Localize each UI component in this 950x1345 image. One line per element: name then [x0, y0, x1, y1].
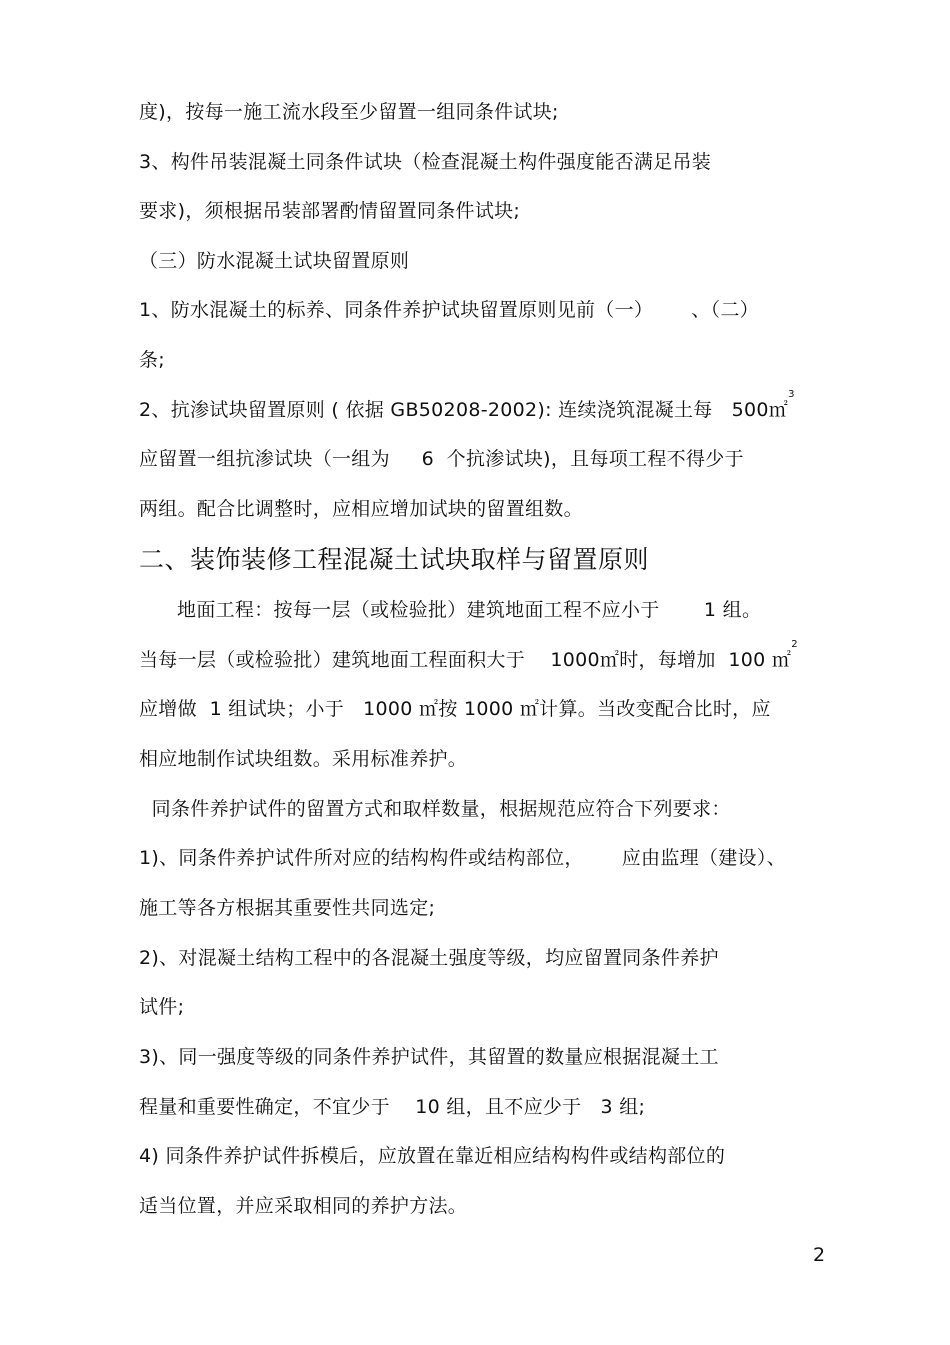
text-line-18: 2)、对混凝土结构工程中的各混凝土强度等级，均应留置同条件养护	[139, 947, 719, 969]
text-line-12	[139, 639, 798, 672]
text-line-1: 度)，按每一施工流水段至少留置一组同条件试块;	[139, 101, 559, 123]
text-line-16: 1)、同条件养护试件所对应的结构构件或结构部位， 应由监理（建设）、	[139, 847, 786, 869]
cubic-superscript: 3	[788, 389, 795, 400]
text-line-17: 施工等各方根据其重要性共同选定;	[139, 897, 436, 919]
text-line-3: 要求)，须根据吊装部署酌情留置同条件试块;	[139, 200, 521, 222]
text-line-11: 地面工程：按每一层（或检验批）建筑地面工程不应小于 1 组。	[139, 599, 762, 621]
text-line-5: 1、防水混凝土的标养、同条件养护试块留置原则见前（一） 、（二）	[139, 299, 759, 321]
text-line-14: 相应地制作试块组数。采用标准养护。	[139, 748, 468, 770]
page-number: 2	[813, 1244, 826, 1266]
text-line-13: 应增做 1 组试块；小于 1000 ㎡按 1000 ㎡计算。当改变配合比时，应	[139, 698, 771, 720]
text-line-7-body: 2、抗渗试块留置原则 ( 依据 GB50208-2002): 连续浇筑混凝土每 500㎡	[139, 399, 789, 421]
text-line-7	[139, 389, 795, 422]
text-line-23: 适当位置，并应采取相同的养护方法。	[139, 1195, 468, 1217]
text-line-21: 程量和重要性确定，不宜少于 10 组，且不应少于 3 组;	[139, 1096, 646, 1118]
text-line-6: 条;	[139, 349, 166, 371]
section-heading: 二、装饰装修工程混凝土试块取样与留置原则	[139, 545, 650, 574]
text-line-9: 两组。配合比调整时，应相应增加试块的留置组数。	[139, 498, 583, 520]
text-line-15: 同条件养护试件的留置方式和取样数量，根据规范应符合下列要求：	[139, 798, 731, 820]
text-line-8: 应留置一组抗渗试块（一组为 6 个抗渗试块)，且每项工程不得少于	[139, 448, 744, 470]
text-line-20: 3)、同一强度等级的同条件养护试件，其留置的数量应根据混凝土工	[139, 1046, 719, 1068]
text-line-22: 4) 同条件养护试件拆模后，应放置在靠近相应结构构件或结构部位的	[139, 1145, 726, 1167]
text-line-19: 试件;	[139, 996, 185, 1018]
text-line-12-body: 当每一层（或检验批）建筑地面工程面积大于 1000㎡时，每增加 100 ㎡	[139, 649, 792, 671]
text-line-2: 3、构件吊装混凝土同条件试块（检查混凝土构件强度能否满足吊装	[139, 151, 712, 173]
section-three-title: （三）防水混凝土试块留置原则	[139, 250, 410, 272]
square-superscript: 2	[791, 639, 798, 650]
